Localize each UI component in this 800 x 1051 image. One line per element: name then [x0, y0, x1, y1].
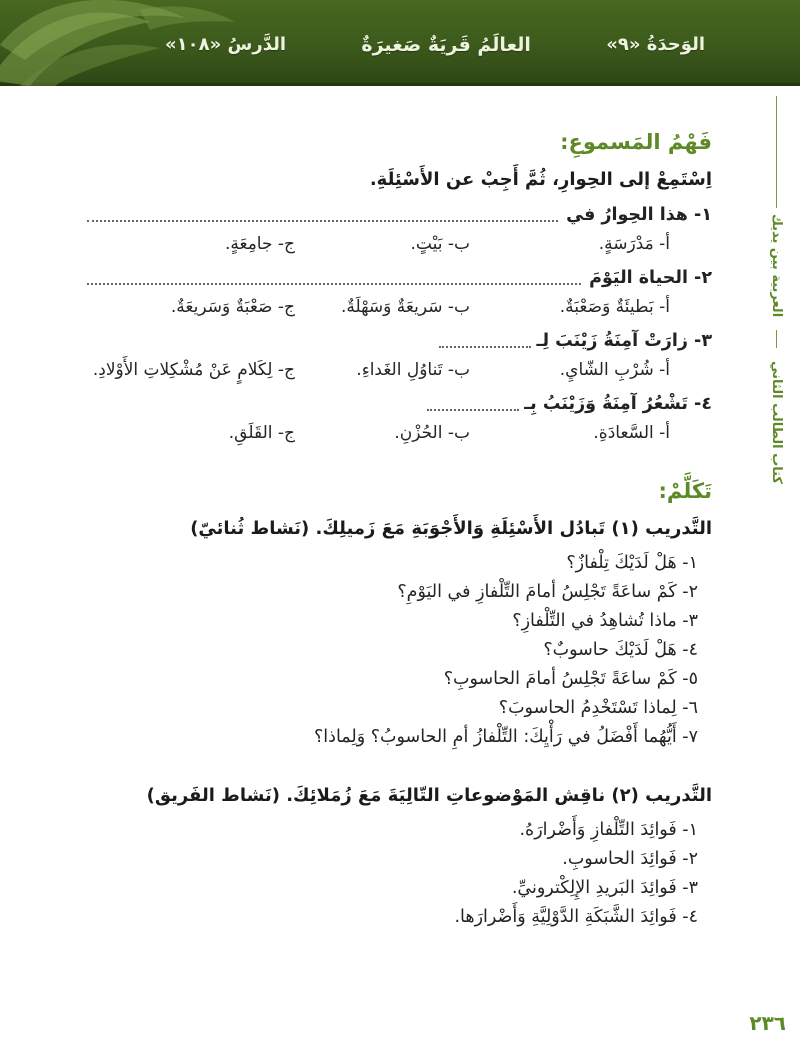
page-header [0, 0, 800, 86]
option-b: ب- الحُزْنِ. [394, 423, 470, 443]
option-c: ج- صَعْبَةٌ وَسَريعَةٌ. [170, 297, 295, 317]
unit-label: الوَحدَةُ «٩» [606, 34, 705, 55]
listening-question-2 [85, 268, 712, 317]
question-stem-row [85, 268, 712, 288]
answer-blank [427, 407, 519, 411]
drill-question: ٧- أَيُّهُما أَفْضَلُ في رَأْيِكَ: التِّلْفازُ أمِ الحاسوبُ؟ وَلِماذا؟ [314, 727, 698, 747]
drill-topic: ٤- فَوائِدَ الشَّبَكَةِ الدَّوْلِيَّةِ وَأَضْرارَها. [454, 907, 698, 927]
page-margin-sidebar [769, 96, 784, 490]
option-c: ج- لِكَلامٍ عَنْ مُشْكِلاتِ الأَوْلادِ. [92, 360, 295, 380]
question-stem: ٤- تَشْعُرُ آمِنَةُ وَزَيْنَبُ بِـ [524, 394, 712, 414]
drill-2-title: التَّدريب (٢) ناقِش المَوْضوعاتِ التّالِيَةَ مَعَ زُمَلائِكَ. (نَشاط الفَريق) [146, 785, 712, 806]
drill-question: ٤- هَلْ لَدَيْكَ حاسوبٌ؟ [543, 640, 698, 660]
sidebar-rule-top [776, 96, 777, 208]
question-stem-row [85, 394, 712, 414]
drill-question: ٣- ماذا تُشاهِدُ في التِّلْفازِ؟ [512, 611, 698, 631]
listening-question-4 [85, 394, 712, 443]
listening-question-1 [85, 205, 712, 254]
drill-2-items [85, 820, 712, 927]
drill-question: ٦- لِماذا تَسْتَخْدِمُ الحاسوبَ؟ [498, 698, 698, 718]
drill-question: ٥- كَمْ ساعَةً تَجْلِسُ أمامَ الحاسوبِ؟ [443, 669, 698, 689]
drill-question: ١- هَلْ لَدَيْكَ تِلْفازٌ؟ [566, 553, 698, 573]
question-options-row [85, 234, 712, 254]
question-options-row [85, 423, 712, 443]
question-stem-row [85, 205, 712, 225]
option-a: أ- شُرْبِ الشّايِ. [559, 360, 670, 380]
lesson-title: العالَمُ قَريَةٌ صَغيرَةٌ [361, 33, 531, 56]
option-a: أ- مَدْرَسَةٍ. [598, 234, 670, 254]
answer-blank [439, 344, 531, 348]
drill-1-items [85, 553, 712, 747]
listening-section-heading: فَهْمُ المَسموعِ: [560, 130, 712, 154]
page-content [85, 86, 712, 1051]
option-c: ج- القَلَقِ. [228, 423, 295, 443]
lesson-number-label: الدَّرسُ «١٠٨» [165, 34, 287, 55]
listening-instruction: اِسْتَمِعْ إلى الحِوارِ، ثُمَّ أَجِبْ عن الأَسْئِلَةِ. [369, 169, 712, 190]
series-title-vertical: العربية بين يديك [769, 214, 784, 318]
option-b: ب- تَناوُلِ الغَداءِ. [356, 360, 470, 380]
question-stem: ٢- الحياة اليَوْمَ [589, 268, 712, 288]
drill-1-title: التَّدريب (١) تَبادُل الأَسْئِلَةِ وَالأَجْوَبَةِ مَعَ زَميلِكَ. (نَشاط ثُنائيّ) [190, 518, 712, 539]
drill-topic: ١- فَوائِدَ التِّلْفازِ وَأَضْرارَهُ. [519, 820, 698, 840]
speaking-section-heading: تَكَلَّمْ: [658, 479, 712, 503]
question-stem: ١- هذا الحِوارُ في [566, 205, 712, 225]
sidebar-rule-middle [776, 330, 777, 348]
question-stem-row [85, 331, 712, 351]
drill-topic: ٢- فَوائِدَ الحاسوبِ. [562, 849, 698, 869]
drill-topic: ٣- فَوائِدَ البَريدِ الإِلِكْترونيِّ. [511, 878, 698, 898]
question-options-row [85, 360, 712, 380]
drill-question: ٢- كَمْ ساعَةً تَجْلِسُ أمامَ التِّلْفازِ في اليَوْمِ؟ [397, 582, 698, 602]
option-c: ج- جامِعَةٍ. [224, 234, 295, 254]
book-title-vertical: كتاب الطالب الثاني [769, 361, 784, 485]
page-number: ٢٣٦ [749, 1011, 786, 1035]
answer-blank [87, 281, 581, 285]
listening-question-3 [85, 331, 712, 380]
answer-blank [87, 218, 558, 222]
option-a: أ- السَّعادَةِ. [593, 423, 670, 443]
option-a: أ- بَطيئَةٌ وَصَعْبَةٌ. [559, 297, 670, 317]
option-b: ب- بَيْتٍ. [410, 234, 470, 254]
option-b: ب- سَريعَةٌ وَسَهْلَةٌ. [340, 297, 470, 317]
question-options-row [85, 297, 712, 317]
question-stem: ٣- زارَتْ آمِنَةُ زَيْنَبَ لِـ [536, 331, 712, 351]
